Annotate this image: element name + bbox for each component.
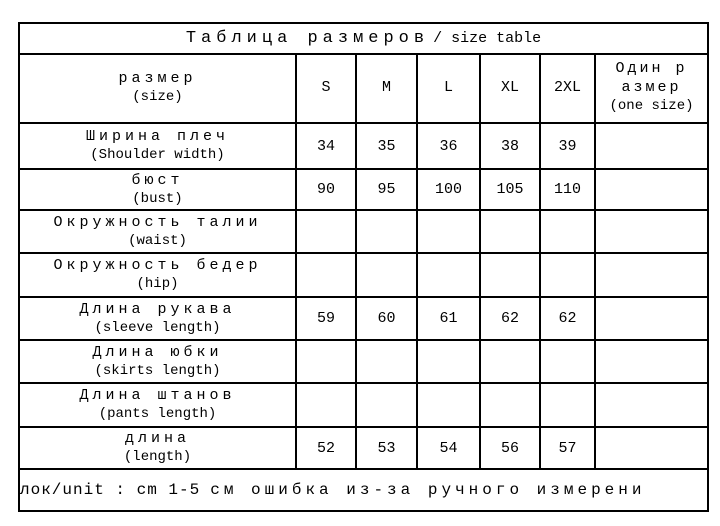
value-cell: 34 — [296, 123, 356, 169]
table-row — [20, 340, 707, 383]
value-cell — [540, 210, 595, 253]
row-label-en: (length) — [123, 449, 192, 465]
title-english: / size table — [433, 30, 542, 47]
value-cell — [480, 340, 540, 383]
row-label-en: (waist) — [128, 232, 187, 249]
row-label-ru: длина — [124, 430, 190, 447]
value-cell — [296, 383, 356, 427]
value-cell — [540, 340, 595, 383]
row-label — [20, 210, 296, 253]
value-cell — [595, 383, 707, 427]
row-label-en: (sleeve length) — [94, 319, 221, 336]
footer-note — [20, 469, 707, 510]
footer-error-note: см ошибка из-за ручного измерени — [210, 480, 646, 499]
table-row — [20, 297, 707, 340]
value-cell — [480, 210, 540, 253]
table-row — [20, 253, 707, 297]
row-label — [20, 340, 296, 383]
value-cell: 95 — [356, 169, 417, 210]
value-cell — [595, 297, 707, 340]
row-label — [20, 383, 296, 427]
value-cell — [417, 340, 480, 383]
size-label-en: (size) — [132, 88, 183, 105]
value-cell: 100 — [417, 169, 480, 210]
value-cell: 57 — [540, 427, 595, 469]
value-cell — [540, 383, 595, 427]
table-row — [20, 123, 707, 169]
table-row — [20, 383, 707, 427]
value-cell — [480, 253, 540, 297]
value-cell: 90 — [296, 169, 356, 210]
table-row — [20, 210, 707, 253]
value-cell: 38 — [480, 123, 540, 169]
value-cell — [296, 210, 356, 253]
value-cell — [595, 253, 707, 297]
one-size-line1: Один р — [615, 60, 688, 77]
value-cell: 52 — [296, 427, 356, 469]
value-cell — [356, 383, 417, 427]
size-grid — [20, 53, 707, 470]
value-cell: 53 — [356, 427, 417, 469]
footer-unit: лок/unit : cm 1-5 — [20, 480, 201, 499]
value-cell: 39 — [540, 123, 595, 169]
value-cell — [595, 123, 707, 169]
row-label-ru: Окружность талии — [53, 213, 262, 231]
header-size-m: M — [356, 53, 417, 123]
row-label-en: (pants length) — [98, 406, 217, 422]
value-cell: 35 — [356, 123, 417, 169]
value-cell — [417, 383, 480, 427]
row-label-en: (bust) — [132, 190, 183, 207]
size-label-ru: размер — [118, 69, 197, 87]
table-row — [20, 427, 707, 469]
value-cell: 36 — [417, 123, 480, 169]
row-label — [20, 123, 296, 169]
row-label — [20, 253, 296, 297]
value-cell — [417, 210, 480, 253]
value-cell: 61 — [417, 297, 480, 340]
value-cell: 54 — [417, 427, 480, 469]
value-cell — [356, 253, 417, 297]
title-russian: Таблица размеров — [185, 29, 430, 48]
row-label — [20, 427, 296, 469]
value-cell: 110 — [540, 169, 595, 210]
row-label-ru: Длина штанов — [79, 387, 236, 404]
row-label-en: (skirts length) — [94, 362, 221, 379]
header-size-label — [20, 53, 296, 123]
value-cell — [595, 210, 707, 253]
one-size-en: (one size) — [609, 98, 694, 114]
value-cell: 62 — [540, 297, 595, 340]
row-label-ru: Окружность бедер — [53, 257, 262, 274]
value-cell — [540, 253, 595, 297]
value-cell — [595, 340, 707, 383]
value-cell: 60 — [356, 297, 417, 340]
row-label-en: (Shoulder width) — [90, 147, 225, 163]
header-size-xl: XL — [480, 53, 540, 123]
value-cell — [296, 253, 356, 297]
value-cell — [296, 340, 356, 383]
one-size-line2: азмер — [621, 79, 682, 96]
header-size-2xl: 2XL — [540, 53, 595, 123]
row-label-ru: Длина рукава — [79, 300, 236, 318]
header-size-l: L — [417, 53, 480, 123]
row-label — [20, 169, 296, 210]
header-size-s: S — [296, 53, 356, 123]
row-label-ru: бюст — [131, 171, 184, 189]
value-cell — [356, 210, 417, 253]
header-row — [20, 53, 707, 123]
value-cell — [417, 253, 480, 297]
size-table-frame — [18, 22, 709, 512]
value-cell — [595, 427, 707, 469]
table-row — [20, 169, 707, 210]
value-cell: 59 — [296, 297, 356, 340]
row-label-ru: Длина юбки — [92, 343, 223, 361]
value-cell — [480, 383, 540, 427]
row-label-ru: Ширина плеч — [85, 128, 230, 145]
value-cell: 56 — [480, 427, 540, 469]
header-one-size — [595, 53, 707, 123]
value-cell — [356, 340, 417, 383]
value-cell — [595, 169, 707, 210]
row-label — [20, 297, 296, 340]
value-cell: 62 — [480, 297, 540, 340]
row-label-en: (hip) — [136, 276, 179, 292]
table-title — [20, 24, 707, 55]
value-cell: 105 — [480, 169, 540, 210]
